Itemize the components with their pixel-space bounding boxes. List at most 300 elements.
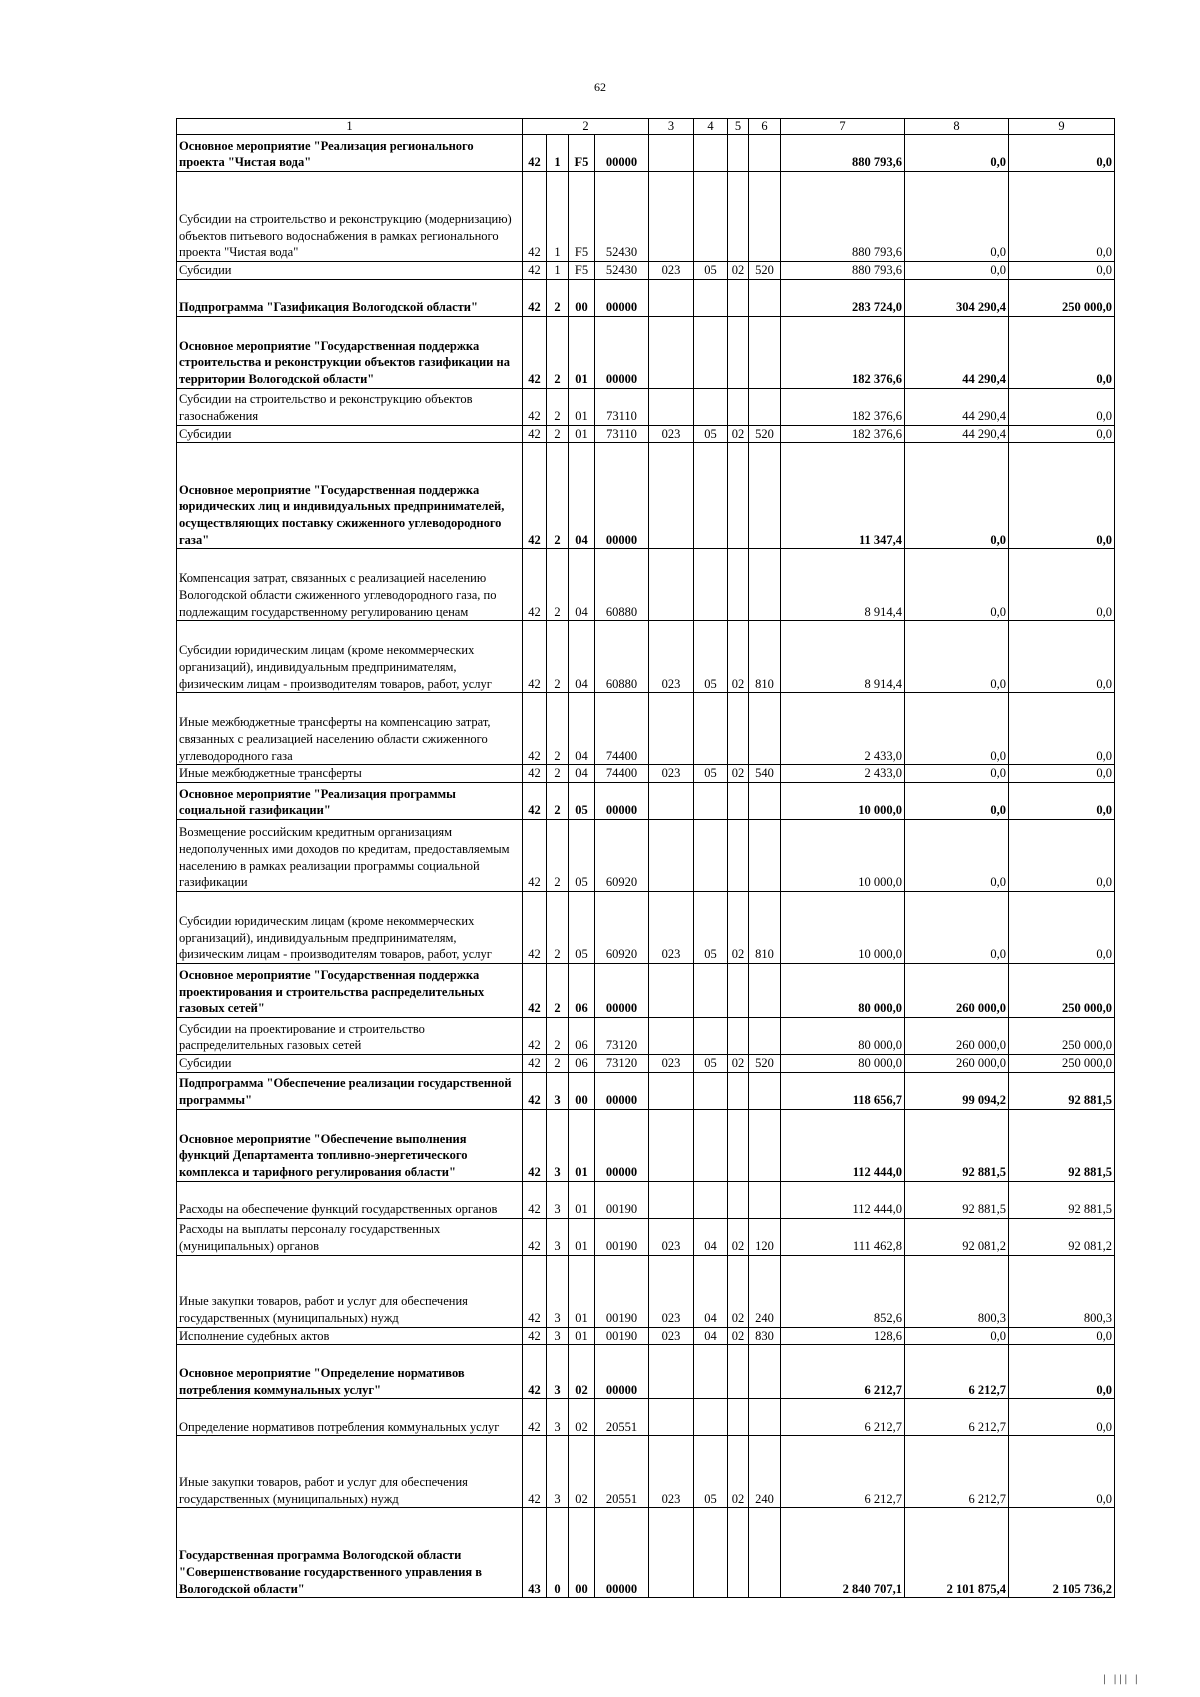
code-program: 42	[523, 388, 547, 425]
header-col-7: 7	[781, 119, 905, 135]
code-subsection	[728, 1345, 749, 1399]
budget-table	[176, 118, 1115, 1598]
table-row	[177, 1508, 1115, 1598]
code-expense-type	[749, 316, 781, 388]
code-section: 05	[694, 891, 728, 963]
code-program: 42	[523, 621, 547, 693]
amount-col-9: 0,0	[1009, 443, 1115, 549]
code-subsection	[728, 819, 749, 891]
row-name: Иные закупки товаров, работ и услуг для обеспечения государственных (муниципальных) нужд	[177, 1436, 523, 1508]
code-expense-type	[749, 782, 781, 819]
code-section	[694, 316, 728, 388]
row-name: Субсидии на строительство и реконструкцию (модернизацию) объектов питьевого водоснабжения в рамках регионального проекта "Чистая вода"	[177, 172, 523, 262]
code-ministry: 023	[649, 1255, 694, 1327]
amount-col-8: 260 000,0	[905, 1054, 1009, 1072]
code-expense-type	[749, 388, 781, 425]
amount-col-9: 0,0	[1009, 891, 1115, 963]
code-activity: 05	[569, 891, 595, 963]
code-section: 05	[694, 1054, 728, 1072]
table-row	[177, 1017, 1115, 1054]
amount-col-8: 92 881,5	[905, 1181, 1009, 1218]
amount-col-9: 250 000,0	[1009, 963, 1115, 1017]
code-subprogram: 2	[547, 765, 569, 783]
header-col-4: 4	[694, 119, 728, 135]
code-ministry: 023	[649, 1327, 694, 1345]
amount-col-7: 118 656,7	[781, 1072, 905, 1109]
table-row	[177, 1181, 1115, 1218]
amount-col-7: 112 444,0	[781, 1181, 905, 1218]
code-ministry: 023	[649, 765, 694, 783]
code-direction: 73120	[595, 1054, 649, 1072]
amount-col-8: 0,0	[905, 765, 1009, 783]
amount-col-7: 80 000,0	[781, 963, 905, 1017]
code-expense-type: 240	[749, 1255, 781, 1327]
code-expense-type	[749, 1072, 781, 1109]
code-direction: 74400	[595, 765, 649, 783]
table-row	[177, 1218, 1115, 1255]
code-activity: 01	[569, 388, 595, 425]
code-subsection	[728, 172, 749, 262]
amount-col-9: 92 881,5	[1009, 1109, 1115, 1181]
code-subsection	[728, 693, 749, 765]
amount-col-9: 0,0	[1009, 1399, 1115, 1436]
code-program: 42	[523, 1109, 547, 1181]
amount-col-8: 92 081,2	[905, 1218, 1009, 1255]
amount-col-8: 0,0	[905, 135, 1009, 172]
table-row	[177, 1072, 1115, 1109]
code-direction: 00000	[595, 1109, 649, 1181]
code-section	[694, 135, 728, 172]
code-section: 05	[694, 621, 728, 693]
amount-col-9: 0,0	[1009, 262, 1115, 280]
code-section: 05	[694, 765, 728, 783]
amount-col-7: 10 000,0	[781, 782, 905, 819]
amount-col-9: 0,0	[1009, 549, 1115, 621]
header-col-3: 3	[649, 119, 694, 135]
amount-col-9: 0,0	[1009, 316, 1115, 388]
code-direction: 00000	[595, 1345, 649, 1399]
code-subsection	[728, 1109, 749, 1181]
code-ministry: 023	[649, 1054, 694, 1072]
code-activity: 04	[569, 765, 595, 783]
code-subprogram: 0	[547, 1508, 569, 1598]
code-program: 42	[523, 819, 547, 891]
row-name: Основное мероприятие "Государственная поддержка юридических лиц и индивидуальных предпринимателей, осуществляющих поставку сжиженного углеводородного газа"	[177, 443, 523, 549]
code-subsection: 02	[728, 1327, 749, 1345]
code-expense-type	[749, 693, 781, 765]
code-direction: 52430	[595, 262, 649, 280]
code-ministry: 023	[649, 1436, 694, 1508]
code-direction: 00190	[595, 1255, 649, 1327]
code-ministry	[649, 1345, 694, 1399]
code-activity: 00	[569, 1072, 595, 1109]
row-name: Субсидии	[177, 1054, 523, 1072]
code-activity: 06	[569, 1017, 595, 1054]
table-row	[177, 819, 1115, 891]
code-program: 42	[523, 549, 547, 621]
code-activity: 04	[569, 549, 595, 621]
code-direction: 00000	[595, 1072, 649, 1109]
code-subsection: 02	[728, 1436, 749, 1508]
code-ministry: 023	[649, 1218, 694, 1255]
amount-col-8: 260 000,0	[905, 963, 1009, 1017]
code-direction: 00190	[595, 1327, 649, 1345]
amount-col-8: 0,0	[905, 819, 1009, 891]
code-activity: 05	[569, 819, 595, 891]
code-subsection	[728, 1017, 749, 1054]
table-row	[177, 782, 1115, 819]
code-direction: 73110	[595, 388, 649, 425]
scan-edge-marks: | ||| |	[1102, 1674, 1140, 1685]
amount-col-9: 2 105 736,2	[1009, 1508, 1115, 1598]
code-ministry	[649, 782, 694, 819]
table-row	[177, 135, 1115, 172]
code-expense-type	[749, 1399, 781, 1436]
code-direction: 60920	[595, 891, 649, 963]
code-subprogram: 1	[547, 262, 569, 280]
code-direction: 00000	[595, 279, 649, 316]
code-subprogram: 1	[547, 172, 569, 262]
table-row	[177, 279, 1115, 316]
amount-col-9: 92 881,5	[1009, 1181, 1115, 1218]
code-program: 42	[523, 262, 547, 280]
code-ministry: 023	[649, 425, 694, 443]
code-expense-type	[749, 549, 781, 621]
code-expense-type	[749, 135, 781, 172]
code-section: 04	[694, 1218, 728, 1255]
amount-col-9: 250 000,0	[1009, 279, 1115, 316]
code-section	[694, 549, 728, 621]
code-program: 42	[523, 1054, 547, 1072]
row-name: Иные закупки товаров, работ и услуг для обеспечения государственных (муниципальных) нужд	[177, 1255, 523, 1327]
code-subprogram: 1	[547, 135, 569, 172]
row-name: Основное мероприятие "Обеспечение выполнения функций Департамента топливно-энергетического комплекса и тарифного регулирования области"	[177, 1109, 523, 1181]
code-activity: 02	[569, 1345, 595, 1399]
row-name: Определение нормативов потребления коммунальных услуг	[177, 1399, 523, 1436]
header-col-5: 5	[728, 119, 749, 135]
amount-col-7: 128,6	[781, 1327, 905, 1345]
amount-col-8: 44 290,4	[905, 316, 1009, 388]
code-subprogram: 3	[547, 1399, 569, 1436]
code-section	[694, 1508, 728, 1598]
code-section: 04	[694, 1327, 728, 1345]
code-section: 05	[694, 262, 728, 280]
amount-col-9: 0,0	[1009, 425, 1115, 443]
code-activity: F5	[569, 172, 595, 262]
amount-col-8: 0,0	[905, 549, 1009, 621]
amount-col-8: 2 101 875,4	[905, 1508, 1009, 1598]
amount-col-9: 0,0	[1009, 1345, 1115, 1399]
code-subsection	[728, 1072, 749, 1109]
code-program: 42	[523, 425, 547, 443]
amount-col-8: 0,0	[905, 1327, 1009, 1345]
table-row	[177, 172, 1115, 262]
code-subprogram: 2	[547, 963, 569, 1017]
code-ministry	[649, 316, 694, 388]
code-program: 42	[523, 693, 547, 765]
code-subprogram: 3	[547, 1255, 569, 1327]
code-subprogram: 2	[547, 549, 569, 621]
amount-col-7: 6 212,7	[781, 1436, 905, 1508]
code-expense-type: 240	[749, 1436, 781, 1508]
code-subsection	[728, 782, 749, 819]
amount-col-9: 0,0	[1009, 621, 1115, 693]
table-row	[177, 765, 1115, 783]
code-program: 42	[523, 316, 547, 388]
table-row	[177, 891, 1115, 963]
code-program: 42	[523, 1017, 547, 1054]
amount-col-8: 0,0	[905, 172, 1009, 262]
amount-col-7: 6 212,7	[781, 1345, 905, 1399]
code-program: 42	[523, 1072, 547, 1109]
code-ministry	[649, 279, 694, 316]
code-expense-type: 540	[749, 765, 781, 783]
code-direction: 73120	[595, 1017, 649, 1054]
row-name: Подпрограмма "Газификация Вологодской области"	[177, 279, 523, 316]
code-section	[694, 443, 728, 549]
code-section	[694, 279, 728, 316]
code-direction: 60880	[595, 621, 649, 693]
amount-col-7: 852,6	[781, 1255, 905, 1327]
code-program: 42	[523, 765, 547, 783]
code-section	[694, 1109, 728, 1181]
code-ministry	[649, 549, 694, 621]
code-expense-type	[749, 443, 781, 549]
amount-col-7: 283 724,0	[781, 279, 905, 316]
code-program: 42	[523, 782, 547, 819]
amount-col-9: 250 000,0	[1009, 1054, 1115, 1072]
code-subsection	[728, 1508, 749, 1598]
amount-col-8: 0,0	[905, 891, 1009, 963]
code-ministry	[649, 963, 694, 1017]
code-subprogram: 2	[547, 388, 569, 425]
table-row	[177, 1399, 1115, 1436]
amount-col-7: 10 000,0	[781, 819, 905, 891]
row-name: Исполнение судебных актов	[177, 1327, 523, 1345]
code-program: 43	[523, 1508, 547, 1598]
amount-col-9: 0,0	[1009, 388, 1115, 425]
amount-col-9: 800,3	[1009, 1255, 1115, 1327]
table-row	[177, 1054, 1115, 1072]
row-name: Субсидии на строительство и реконструкцию объектов газоснабжения	[177, 388, 523, 425]
code-section	[694, 782, 728, 819]
code-program: 42	[523, 963, 547, 1017]
row-name: Основное мероприятие "Государственная поддержка строительства и реконструкции объектов газификации на территории Вологодской области"	[177, 316, 523, 388]
row-name: Основное мероприятие "Реализация программы социальной газификации"	[177, 782, 523, 819]
code-subprogram: 2	[547, 782, 569, 819]
amount-col-7: 8 914,4	[781, 621, 905, 693]
code-activity: 02	[569, 1436, 595, 1508]
code-program: 42	[523, 1345, 547, 1399]
page-number: 62	[594, 80, 606, 94]
amount-col-8: 0,0	[905, 782, 1009, 819]
code-subsection: 02	[728, 621, 749, 693]
code-expense-type: 520	[749, 262, 781, 280]
amount-col-8: 800,3	[905, 1255, 1009, 1327]
code-expense-type: 810	[749, 621, 781, 693]
code-subsection: 02	[728, 1218, 749, 1255]
code-ministry	[649, 1017, 694, 1054]
code-program: 42	[523, 135, 547, 172]
code-section	[694, 963, 728, 1017]
code-subsection: 02	[728, 262, 749, 280]
code-subsection	[728, 1181, 749, 1218]
code-ministry	[649, 1072, 694, 1109]
header-col-1: 1	[177, 119, 523, 135]
code-activity: 00	[569, 1508, 595, 1598]
code-ministry	[649, 819, 694, 891]
code-subsection	[728, 388, 749, 425]
amount-col-9: 0,0	[1009, 1436, 1115, 1508]
row-name: Расходы на обеспечение функций государственных органов	[177, 1181, 523, 1218]
table-row	[177, 262, 1115, 280]
code-expense-type: 810	[749, 891, 781, 963]
row-name: Возмещение российским кредитным организациям недополученных ими доходов по кредитам, предоставляемым населению в рамках реализации программы социальной газификации	[177, 819, 523, 891]
code-activity: F5	[569, 262, 595, 280]
code-subprogram: 2	[547, 1054, 569, 1072]
code-activity: 01	[569, 316, 595, 388]
code-ministry	[649, 443, 694, 549]
code-subprogram: 2	[547, 443, 569, 549]
amount-col-8: 99 094,2	[905, 1072, 1009, 1109]
amount-col-7: 6 212,7	[781, 1399, 905, 1436]
amount-col-8: 92 881,5	[905, 1109, 1009, 1181]
code-direction: 00190	[595, 1218, 649, 1255]
row-name: Основное мероприятие "Определение нормативов потребления коммунальных услуг"	[177, 1345, 523, 1399]
code-direction: 74400	[595, 693, 649, 765]
table-row	[177, 425, 1115, 443]
code-section	[694, 1399, 728, 1436]
code-section	[694, 693, 728, 765]
row-name: Субсидии юридическим лицам (кроме некоммерческих организаций), индивидуальным предпринимателям, физическим лицам - производителям товаров, работ, услуг	[177, 621, 523, 693]
code-expense-type	[749, 279, 781, 316]
header-row	[177, 119, 1115, 135]
code-program: 42	[523, 1255, 547, 1327]
code-direction: 00190	[595, 1181, 649, 1218]
code-expense-type	[749, 963, 781, 1017]
code-ministry: 023	[649, 262, 694, 280]
amount-col-7: 880 793,6	[781, 135, 905, 172]
amount-col-7: 880 793,6	[781, 262, 905, 280]
code-expense-type	[749, 1017, 781, 1054]
code-ministry	[649, 1109, 694, 1181]
code-ministry	[649, 1181, 694, 1218]
code-expense-type: 120	[749, 1218, 781, 1255]
amount-col-8: 6 212,7	[905, 1436, 1009, 1508]
table-row	[177, 316, 1115, 388]
code-section: 04	[694, 1255, 728, 1327]
code-ministry	[649, 172, 694, 262]
table-row	[177, 693, 1115, 765]
header-col-9: 9	[1009, 119, 1115, 135]
amount-col-7: 80 000,0	[781, 1017, 905, 1054]
code-subsection: 02	[728, 1054, 749, 1072]
row-name: Иные межбюджетные трансферты на компенсацию затрат, связанных с реализацией населению области сжиженного углеводородного газа	[177, 693, 523, 765]
amount-col-9: 0,0	[1009, 1327, 1115, 1345]
amount-col-9: 0,0	[1009, 765, 1115, 783]
amount-col-9: 92 081,2	[1009, 1218, 1115, 1255]
code-ministry	[649, 135, 694, 172]
code-section	[694, 1017, 728, 1054]
table-row	[177, 1255, 1115, 1327]
row-name: Основное мероприятие "Реализация регионального проекта "Чистая вода"	[177, 135, 523, 172]
code-activity: 01	[569, 1327, 595, 1345]
code-activity: 01	[569, 1181, 595, 1218]
amount-col-7: 11 347,4	[781, 443, 905, 549]
code-direction: 60920	[595, 819, 649, 891]
table-row	[177, 621, 1115, 693]
table-row	[177, 1327, 1115, 1345]
amount-col-8: 0,0	[905, 621, 1009, 693]
row-name: Расходы на выплаты персоналу государственных (муниципальных) органов	[177, 1218, 523, 1255]
code-program: 42	[523, 891, 547, 963]
code-activity: 06	[569, 1054, 595, 1072]
code-expense-type: 830	[749, 1327, 781, 1345]
amount-col-8: 0,0	[905, 693, 1009, 765]
row-name: Основное мероприятие "Государственная поддержка проектирования и строительства распределительных газовых сетей"	[177, 963, 523, 1017]
code-section	[694, 388, 728, 425]
code-ministry	[649, 1399, 694, 1436]
amount-col-8: 304 290,4	[905, 279, 1009, 316]
code-section: 05	[694, 425, 728, 443]
amount-col-9: 0,0	[1009, 819, 1115, 891]
code-expense-type	[749, 172, 781, 262]
code-section	[694, 172, 728, 262]
amount-col-9: 0,0	[1009, 172, 1115, 262]
table-row	[177, 963, 1115, 1017]
code-direction: 00000	[595, 1508, 649, 1598]
code-activity: 04	[569, 443, 595, 549]
table-row	[177, 1436, 1115, 1508]
code-expense-type: 520	[749, 425, 781, 443]
table-row	[177, 1109, 1115, 1181]
code-subsection: 02	[728, 765, 749, 783]
code-expense-type	[749, 1109, 781, 1181]
code-program: 42	[523, 1181, 547, 1218]
code-subprogram: 3	[547, 1436, 569, 1508]
code-subsection	[728, 135, 749, 172]
code-subprogram: 2	[547, 819, 569, 891]
amount-col-8: 6 212,7	[905, 1345, 1009, 1399]
row-name: Подпрограмма "Обеспечение реализации государственной программы"	[177, 1072, 523, 1109]
code-subprogram: 3	[547, 1072, 569, 1109]
code-program: 42	[523, 1327, 547, 1345]
amount-col-7: 111 462,8	[781, 1218, 905, 1255]
code-section	[694, 1181, 728, 1218]
code-expense-type	[749, 819, 781, 891]
code-subprogram: 2	[547, 279, 569, 316]
code-subprogram: 2	[547, 693, 569, 765]
code-subprogram: 2	[547, 425, 569, 443]
code-activity: 01	[569, 1109, 595, 1181]
amount-col-9: 0,0	[1009, 693, 1115, 765]
table-row	[177, 549, 1115, 621]
code-direction: 60880	[595, 549, 649, 621]
row-name: Субсидии	[177, 262, 523, 280]
code-subsection	[728, 1399, 749, 1436]
code-section: 05	[694, 1436, 728, 1508]
code-subprogram: 3	[547, 1345, 569, 1399]
code-subsection: 02	[728, 891, 749, 963]
code-activity: F5	[569, 135, 595, 172]
code-expense-type	[749, 1181, 781, 1218]
code-subprogram: 2	[547, 621, 569, 693]
code-subsection	[728, 963, 749, 1017]
amount-col-7: 10 000,0	[781, 891, 905, 963]
row-name: Субсидии юридическим лицам (кроме некоммерческих организаций), индивидуальным предпринимателям, физическим лицам - производителям товаров, работ, услуг	[177, 891, 523, 963]
code-direction: 00000	[595, 316, 649, 388]
code-expense-type	[749, 1508, 781, 1598]
